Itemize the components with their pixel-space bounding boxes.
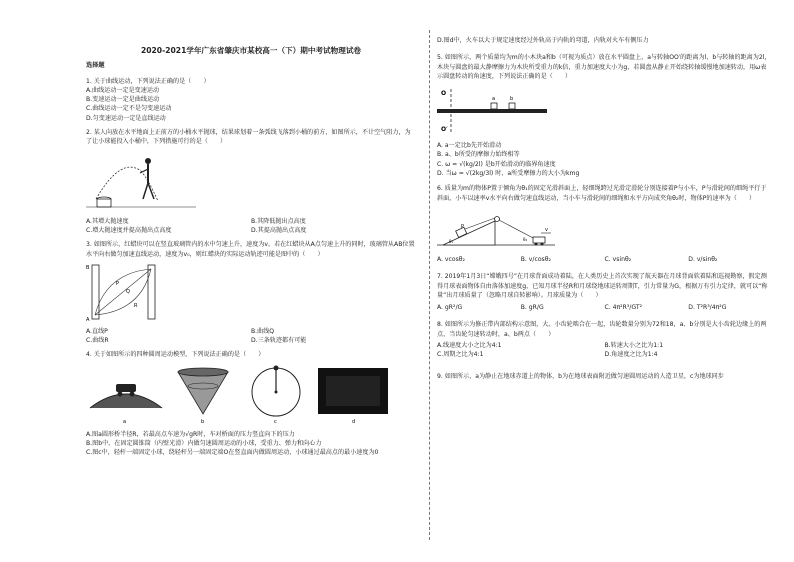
- angle-label-theta1: θ₁: [449, 238, 454, 244]
- question-2-option-a: A.其增大抛速度: [86, 217, 129, 225]
- question-4-option-b: B.图b中，在固定圆锥筒（内壁光滑）内做匀速圆周运动的小球，受重力、弹力和向心力: [86, 440, 322, 448]
- question-3: [86, 240, 416, 345]
- question-3-option-a: A.直线P: [86, 327, 108, 335]
- fig-label-a: a: [123, 418, 127, 425]
- question-2-stem: 2. 某人向放在水平地面上正前方的小桶水平抛球，结果球划着一条弧线飞落到小桶的前方，如图所示，不计空气阻力，为了让小球能投入小桶中，下列措施可行的是（ ）: [86, 129, 411, 146]
- question-6: [437, 184, 772, 264]
- question-7: [437, 272, 772, 312]
- question-8: [437, 320, 772, 359]
- question-7-option-a: A. gR²/G: [437, 304, 463, 312]
- disk-figure: [437, 85, 557, 137]
- question-3-stem: 3. 如图所示，红蜡块可以在竖直玻璃管内的水中匀速上升，速度为v。若在红蜡块从A点匀速上升的同时，玻璃管从AB位置水平向右做匀加速直线运动，速度为v₀，则红蜡块的实际运动轨迹可能是图中的（ ）: [86, 241, 415, 258]
- axis-label-o-prime: O′: [441, 126, 448, 134]
- question-2-option-c: C.增大抛速度并提高抛出点高度: [86, 226, 172, 234]
- path-label-p: P: [116, 280, 120, 287]
- question-8-option-c: C.周期之比为4:1: [437, 351, 484, 359]
- tube-figure: [86, 263, 176, 323]
- question-1: [86, 77, 416, 123]
- circular-motion-figures: [86, 364, 406, 426]
- question-1-option-a: A.曲线运动一定是变速运动: [86, 86, 160, 94]
- block-label-b: b: [510, 96, 514, 103]
- right-column: [437, 36, 772, 381]
- question-7-stem: 7. 2019年1月3日“嫦娥四号”在月球背面成功着陆，在人类历史上首次实现了航天器在月球背面软着陆和巡视勘察，假定测得月球表面物体自由落体加速度g，已知月球半径R和月球绕地球运转周期T，引力常量为G，根据万有引力定律，就可以“称量”出月球质量了（忽略月球自转影响）。月球质量为（ ）: [437, 273, 768, 299]
- question-3-option-d: D.三条轨迹都有可能: [251, 337, 307, 345]
- question-5-stem: 5. 如图所示，两个质量均为m的小木块a和b（可视为质点）放在水平圆盘上，a与转轴OO′的距离为l，b与转轴的距离为2l，木块与圆盘的最大静摩擦力为木块所受重力的k倍，重力加速度大小为g，若圆盘从静止开始绕转轴缓慢地加速转动，用ω表示圆盘转动的角速度，下列说法正确的是（ ）: [437, 54, 771, 80]
- question-6-option-a: A. vcosθ₂: [437, 255, 465, 263]
- section-heading: 选择题: [86, 62, 105, 70]
- question-4-option-c: C.图c中，轻杆一端固定小球，绕轻杆另一端固定端O在竖直面内做圆周运动，小球通过最高点的最小速度为0: [86, 449, 379, 457]
- question-8-stem: 8. 如图所示为修正带内部结构示意图，大、小齿轮啮合在一起，齿轮数量分别为72和18，a、b分别是大小齿轮边缘上的两点，当齿轮匀速转动时，a、b两点（ ）: [437, 321, 767, 338]
- incline-figure: [437, 207, 557, 251]
- question-4-stem: 4. 关于如图所示的四种圆周运动模型，下列说法正确的是（ ）: [86, 351, 265, 359]
- fig-label-d: d: [352, 418, 356, 425]
- left-column: [86, 36, 416, 458]
- throw-figure: [86, 151, 206, 213]
- velocity-label-v: v: [545, 226, 548, 233]
- question-4-option-d: D.图d中，火车以大于规定速度经过外轨高于内轨的弯道，内轨对火车有侧压力: [437, 37, 649, 44]
- question-5: [437, 53, 772, 178]
- question-5-option-d: D. 当ω = √(2kg/3l) 时，a所受摩擦力的大小为kmg: [437, 170, 580, 178]
- question-5-option-a: A. a一定比b先开始滑动: [437, 142, 502, 150]
- question-4-option-a: A.图a圆形桥半径R，若最高点车速为√gR时，车对桥面的压力竖直向下的压力: [86, 430, 295, 438]
- fig-label-c: c: [274, 418, 277, 425]
- axis-label-o: O: [441, 90, 447, 98]
- question-6-stem: 6. 质量为m的物体P置于倾角为θ₁的固定光滑斜面上，轻细绳跨过光滑定滑轮分别连接着P与小车，P与滑轮间的细绳平行于斜面，小车以速率v水平向右做匀速直线运动，当小车与滑轮间的细绳和水平方向成夹角θ₂时，物体P的速率为（ ）: [437, 185, 767, 202]
- question-4: [86, 350, 416, 457]
- question-3-option-c: C.曲线R: [86, 337, 109, 345]
- question-3-option-b: B.曲线Q: [251, 327, 275, 335]
- block-label-a: a: [492, 96, 496, 103]
- question-9-stem: 9. 如图所示，a为静止在地球赤道上的物体，b为在地球表面附近做匀速圆周运动的人造卫星，c为地球同步: [437, 372, 724, 380]
- path-label-q: Q: [126, 288, 130, 295]
- block-label-p: P: [461, 223, 465, 230]
- question-5-option-b: B. a、b所受的摩擦力始终相等: [437, 151, 520, 159]
- question-6-option-c: C. vsinθ₂: [604, 255, 632, 263]
- question-5-option-c: C. ω = √(kg/2l) 是b开始滑动的临界角速度: [437, 160, 556, 168]
- question-7-option-b: B. gR/G: [520, 304, 544, 312]
- question-6-option-d: D. v/sinθ₂: [688, 255, 718, 263]
- question-7-option-d: D. T²R³/4π²G: [688, 304, 727, 312]
- path-label-r: R: [134, 302, 138, 309]
- question-9: [437, 372, 772, 381]
- question-1-option-b: B.变速运动一定是曲线运动: [86, 96, 160, 104]
- question-2: [86, 128, 416, 235]
- question-1-stem: 1. 关于曲线运动，下列说法正确的是（ ）: [86, 77, 210, 85]
- question-1-option-c: C.曲线运动一定不是匀变速运动: [86, 105, 172, 113]
- question-1-option-d: D.匀变速运动一定是直线运动: [86, 114, 166, 122]
- question-7-option-c: C. 4π²R³/GT²: [604, 304, 643, 312]
- question-2-option-d: D.其提高抛出点高度: [251, 226, 307, 234]
- fig-label-b: b: [201, 418, 205, 425]
- question-2-option-b: B.其降低抛出点高度: [251, 217, 306, 225]
- question-8-option-a: A.线速度大小之比为4:1: [437, 342, 502, 350]
- column-divider: [429, 30, 430, 540]
- angle-label-theta2: θ₂: [523, 236, 528, 242]
- tube-label-b: B: [86, 264, 90, 271]
- tube-label-a: A: [86, 316, 90, 323]
- question-6-option-b: B. v/cosθ₂: [520, 255, 551, 263]
- page-title: 2020-2021学年广东省肇庆市某校高一（下）期中考试物理试卷: [140, 46, 362, 55]
- question-8-option-b: B.转速大小之比为1:1: [604, 342, 664, 350]
- question-8-option-d: D.角速度之比为1:4: [604, 351, 658, 359]
